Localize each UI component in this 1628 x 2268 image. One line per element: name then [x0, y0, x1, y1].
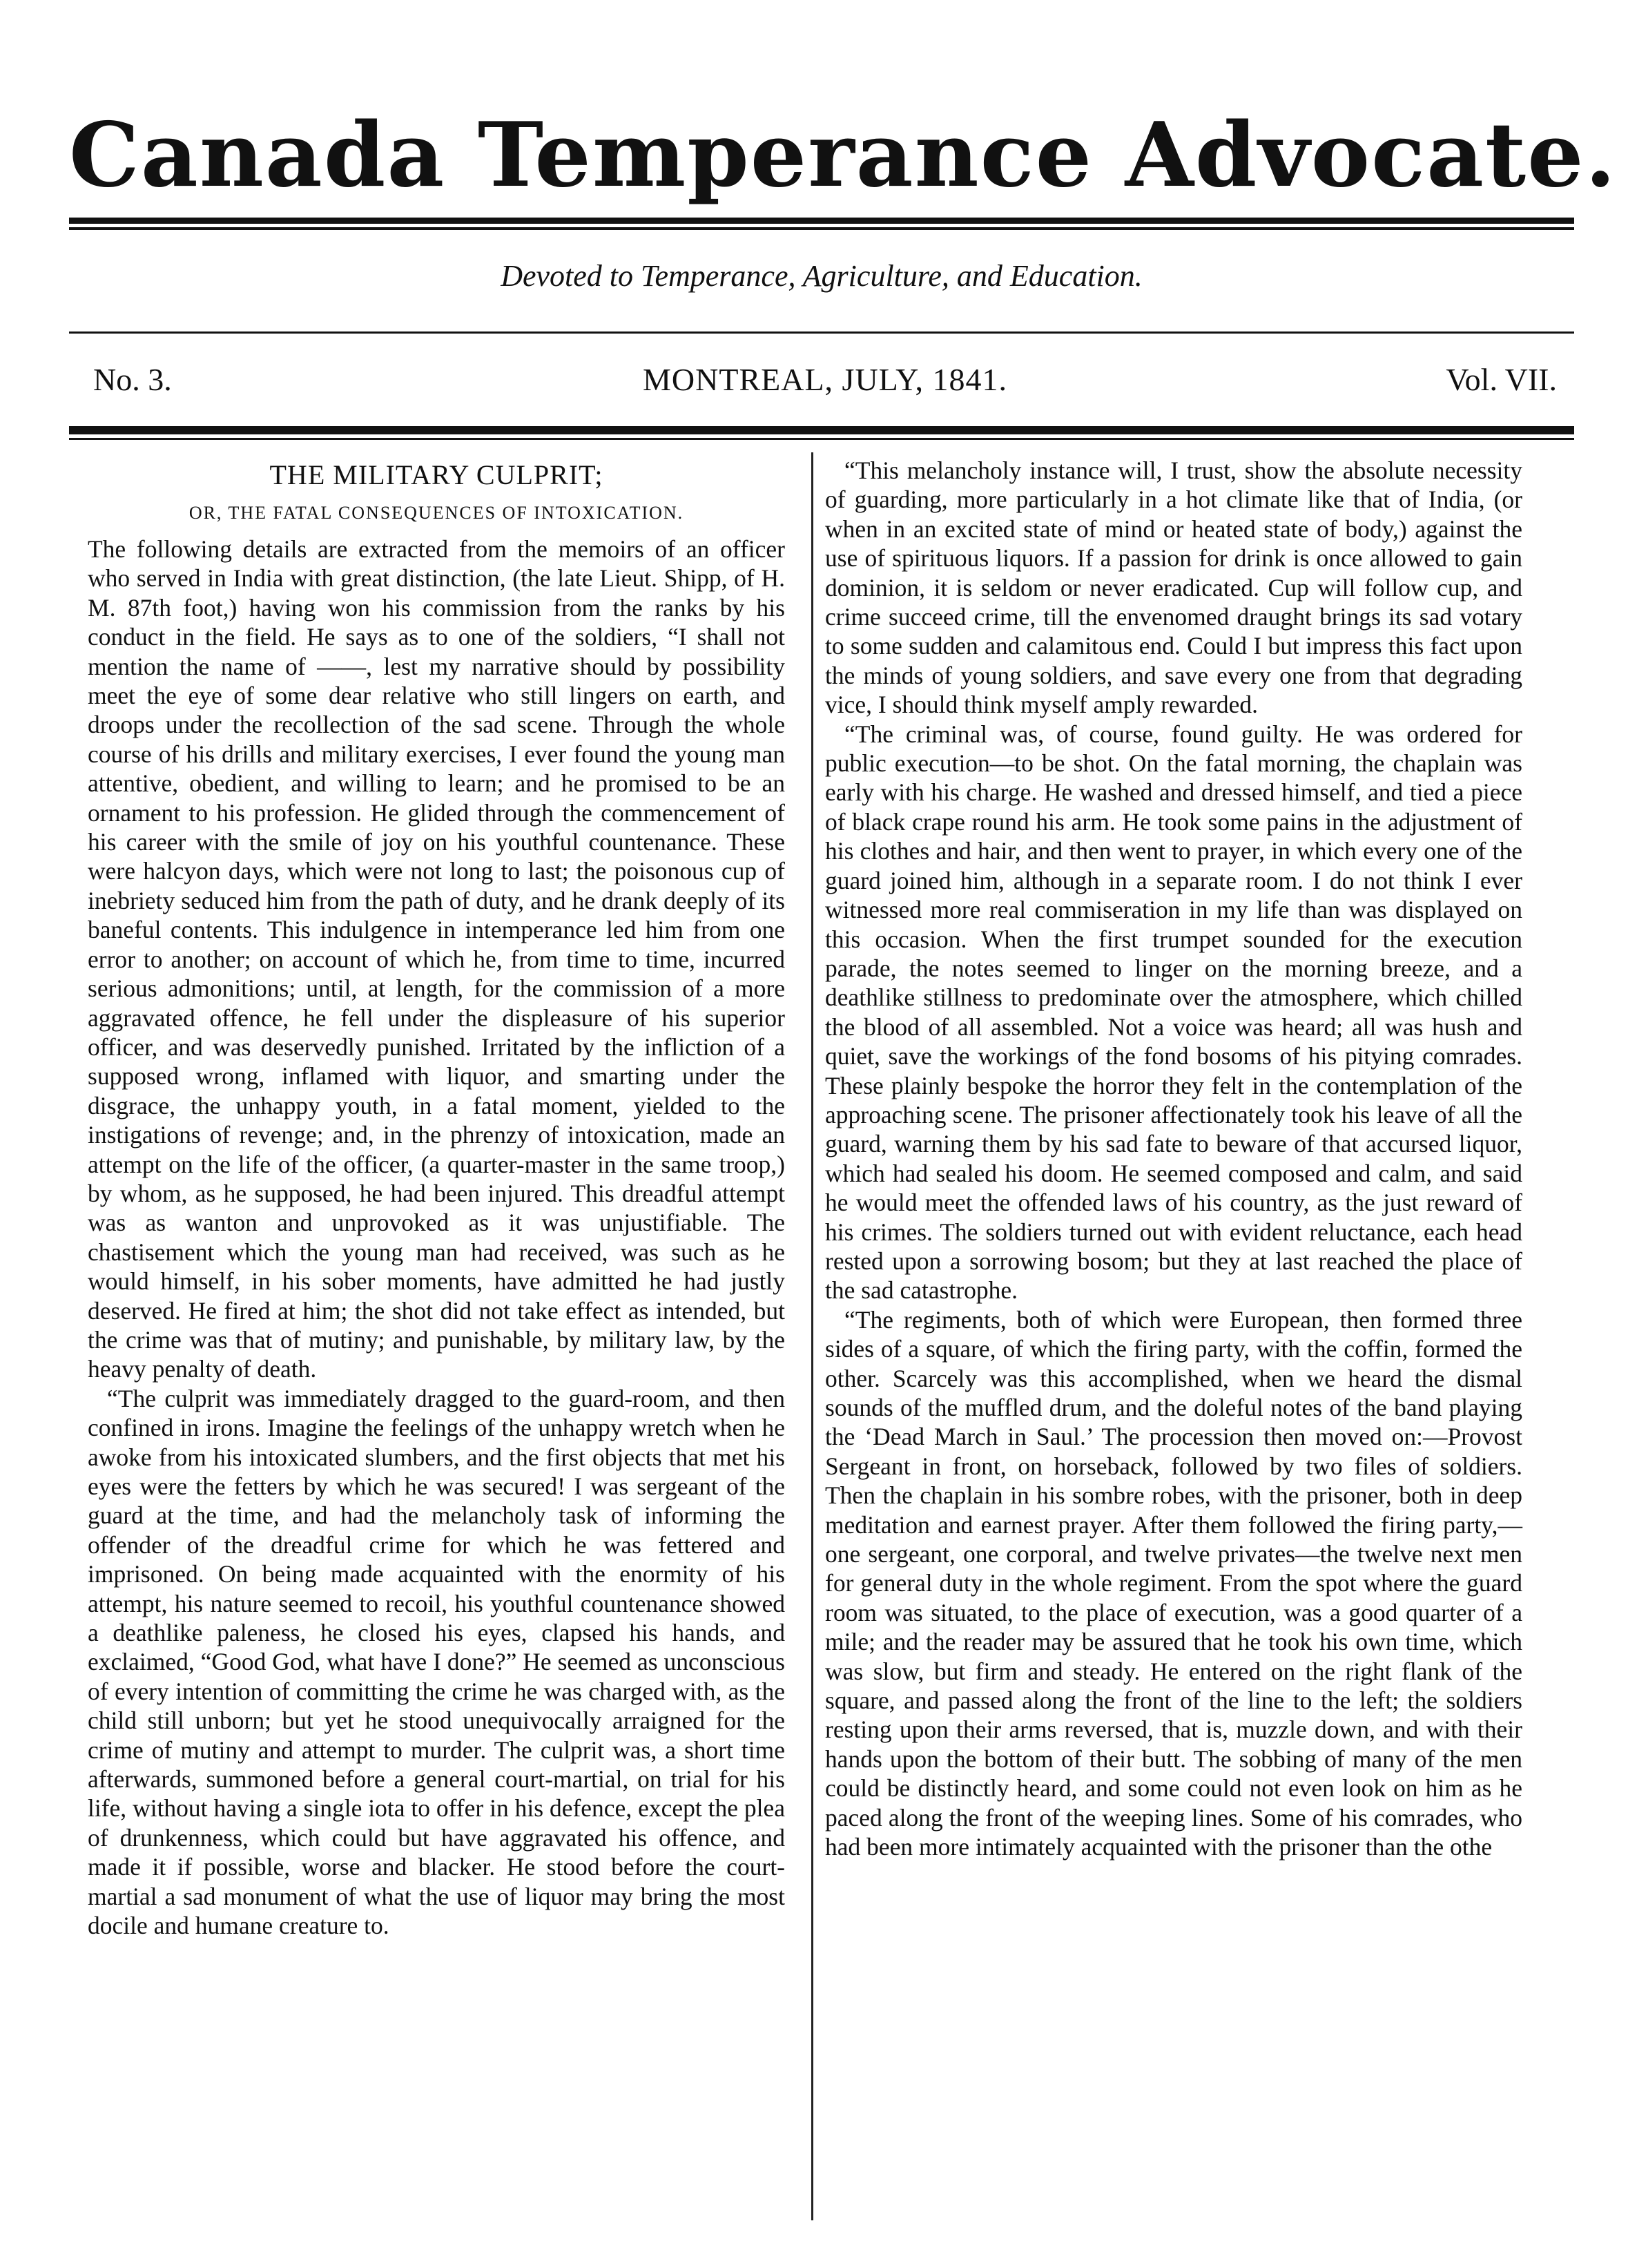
- paragraph: The following details are extracted from the memoirs of an officer who served in India with great distinction, (the late Lieut. Shipp, of H. M. 87th foot,) having won his commission from the ranks by his conduct in the field. He says as to one of the soldiers, “I shall not mention the name of ——, lest my narrative should by possibility meet the eye of some dear relative who still lingers on earth, and droops under the recollection of the sad scene. Through the whole course of his drills and military exercises, I ever found the young man attentive, obedient, and willing to learn; and he promised to be an ornament to his profession. He glided through the commencement of his career with the smile of joy on his youthful countenance. These were halcyon days, which were not long to last; the poisonous cup of inebriety seduced him from the path of duty, and he drank deeply of its baneful contents. This indulgence in intemperance led him from one error to another; on account of which he, from time to time, incurred serious admonitions; until, at length, for the commission of a more aggravated offence, he fell under the displeasure of his superior officer, and was deservedly punished. Irritated by the infliction of a supposed wrong, inflamed with liquor, and smarting under the disgrace, the unhappy youth, in a fatal moment, yielded to the instigations of revenge; and, in the phrenzy of intoxication, made an attempt on the life of the officer, (a quarter-master in the same troop,) by whom, as he supposed, he had been injured. This dreadful attempt was as wanton and unprovoked as it was unjustifiable. The chastisement which the young man had received, was such as he would himself, in his sober moments, have admitted he had justly deserved. He fired at him; the shot did not take effect as intended, but the crime was that of mutiny; and punishable, by military law, by the heavy penalty of death.: [88, 535, 785, 1383]
- place-date: MONTREAL, JULY, 1841.: [643, 362, 1007, 397]
- article-subtitle: OR, THE FATAL CONSEQUENCES OF INTOXICATION.: [188, 503, 684, 523]
- dateline: [93, 356, 1557, 404]
- article-title: THE MILITARY CULPRIT;: [269, 459, 603, 490]
- issue-number: No. 3.: [93, 362, 172, 397]
- masthead: Canada Temperance Advocate.: [69, 104, 1618, 207]
- tagline: Devoted to Temperance, Agriculture, and Education.: [501, 259, 1143, 293]
- dateline-rule-thin: [69, 438, 1574, 440]
- right-column: [825, 456, 1522, 1862]
- column-divider: [811, 452, 813, 2220]
- paragraph: “The regiments, both of which were European, then formed three sides of a square, of which the firing party, with the coffin, formed the other. Scarcely was this accomplished, when we heard the dismal sounds of the muffled drum, and the doleful notes of the band playing the ‘Dead March in Saul.’ The procession then moved on:—Provost Sergeant in front, on horseback, followed by two files of soldiers. Then the chaplain in his sombre robes, with the prisoner, both in deep meditation and earnest prayer. After them followed the firing party,—one sergeant, one corporal, and twelve privates—the twelve next men for general duty in the whole regiment. From the spot where the guard room was situated, to the place of execution, was a good quarter of a mile; and the reader may be assured that he took his own time, which was slow, but firm and steady. He entered on the right flank of the square, and passed along the front of the line to the left; the soldiers resting upon their arms reversed, that is, muzzle down, and with their hands upon the bottom of their butt. The sobbing of many of the men could be distinctly heard, and some could not even look on him as he paced along the front of the weeping lines. Some of his comrades, who had been more intimately acquainted with the prisoner than the othe: [825, 1305, 1522, 1861]
- masthead-rule-thin: [69, 227, 1574, 230]
- paragraph: “This melancholy instance will, I trust, show the absolute necessity of guarding, more particularly in a hot climate like that of India, (or when in an excited state of mind or heated state of body,) against the use of spirituous liquors. If a passion for drink is once allowed to gain dominion, it is seldom or never eradicated. Cup will follow cup, and crime succeed crime, till the envenomed draught brings its sad votary to some sudden and calamitous end. Could I but impress this fact upon the minds of young soldiers, and save every one from that degrading vice, I should think myself amply rewarded.: [825, 457, 1522, 719]
- tagline-rule: [69, 331, 1574, 334]
- dateline-rule: [69, 426, 1574, 434]
- left-column: [88, 456, 785, 1941]
- volume-number: Vol. VII.: [1446, 362, 1557, 397]
- paragraph: “The culprit was immediately dragged to the guard-room, and then confined in irons. Imagine the feelings of the unhappy wretch when he awoke from his intoxicated slumbers, and the first objects that met his eyes were the fetters by which he was secured! I was sergeant of the guard at the time, and had the melancholy task of informing the offender of the dreadful crime for which he was fettered and imprisoned. On being made acquainted with the enormity of his attempt, his nature seemed to recoil, his youthful countenance showed a deathlike paleness, he closed his eyes, clapsed his hands, and exclaimed, “Good God, what have I done?” He seemed as unconscious of every intention of committing the crime he was charged with, as the child still unborn; but yet he stood unequivocally arraigned for the crime of mutiny and attempt to murder. The culprit was, a short time afterwards, summoned before a general court-martial, on trial for his life, without having a single iota to offer in his defence, except the plea of drunkenness, which could but have aggravated his offence, and made it if possible, worse and blacker. He stood before the court-martial a sad monument of what the use of liquor may bring the most docile and humane creature to.: [88, 1384, 785, 1940]
- paragraph: “The criminal was, of course, found guilty. He was ordered for public execution—to be shot. On the fatal morning, the chaplain was early with his charge. He washed and dressed himself, and tied a piece of black crape round his arm. He took some pains in the adjustment of his clothes and hair, and then went to prayer, in which every one of the guard joined him, although in a separate room. I do not think I ever witnessed more real commiseration in my life than was displayed on this occasion. When the first trumpet sounded for the execution parade, the notes seemed to linger on the morning breeze, and a deathlike stillness to predominate over the atmosphere, which chilled the blood of all assembled. Not a voice was heard; all was hush and quiet, save the workings of the fond bosoms of his pitying comrades. These plainly bespoke the horror they felt in the contemplation of the approaching scene. The prisoner affectionately took his leave of all the guard, warning them by his sad fate to beware of that accursed liquor, which had sealed his doom. He seemed composed and calm, and said he would meet the offended laws of his country, as the just reward of his crimes. The soldiers turned out with evident reluctance, each head rested upon a sorrowing bosom; but they at last reached the place of the sad catastrophe.: [825, 720, 1522, 1305]
- masthead-rule: [69, 218, 1574, 224]
